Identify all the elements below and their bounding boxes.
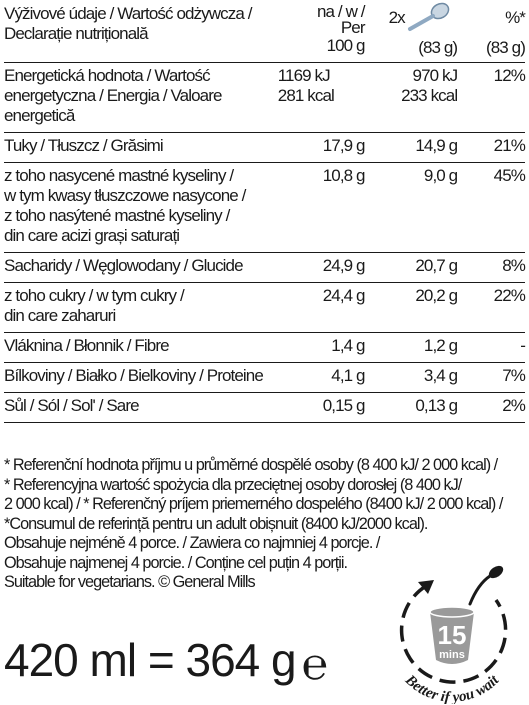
pct-header: %* (83 g) [485,8,525,57]
per100-value: 1169 kJ 281 kcal [274,63,373,133]
per100-value: 4,1 g [274,363,373,393]
pct-value: 22% [463,283,525,333]
pct-value: 12% [463,63,525,133]
pct-value: 7% [463,363,525,393]
svg-text:Better if you wait [401,672,503,704]
portion-value: 20,2 g [373,283,464,333]
portion-header: 2x (83 g) [373,4,464,63]
footnote-line: * Referencyjna wartość spożycia dla przeciętnej osoby dorosłej (8 400 kJ/ [4,475,462,494]
portion-value: 1,2 g [373,333,464,363]
per100-value: 17,9 g [274,133,373,163]
net-quantity [4,632,327,693]
table-row [4,163,525,253]
badge-arc-text: Better if you wait [401,672,503,704]
table-row [4,393,525,423]
portion-value: 0,13 g [373,393,464,423]
per100-value: 24,4 g [274,283,373,333]
nutrient-name: Sůl / Sól / Sol' / Sare [4,393,274,423]
per100-value: 0,15 g [274,393,373,423]
footnote-line: * Referenční hodnota příjmu u průměrné dospělé osoby (8 400 kJ/ 2 000 kcal) / [4,456,498,474]
footnote-line: 2 000 kcal) / * Referenčný príjem priemerného dospelého (8400 kJ/ 2 000 kcal) / [4,495,503,513]
nutrient-name: Energetická hodnota / Wartość energetyczna / Energia / Valoare energetică [4,63,274,133]
nutrient-name: Vláknina / Błonnik / Fibre [4,333,274,363]
table-header-row [4,4,525,63]
pct-value: 8% [463,253,525,283]
portion-value: 9,0 g [373,163,464,253]
per100-value: 1,4 g [274,333,373,363]
table-row [4,253,525,283]
footnote-line: *Consumul de referință pentru un adult obișnuit (8400 kJ/2000 kcal). [4,514,428,533]
portion-value: 14,9 g [373,133,464,163]
table-row [4,133,525,163]
table-row [4,63,525,133]
pct-value: 21% [463,133,525,163]
portion-value: 3,4 g [373,363,464,393]
table-row [4,363,525,393]
badge-unit: mins [439,649,465,661]
per100-value: 10,8 g [274,163,373,253]
nutrition-table [4,4,525,423]
portion-value: 970 kJ 233 kcal [373,63,464,133]
per100-value: 24,9 g [274,253,373,283]
portions-line: Obsahuje najmenej 4 porcie. / Conține cel puțin 4 porții. [4,553,348,572]
pct-value: - [463,333,525,363]
volume-weight: 420 ml = 364 g [4,634,296,686]
nutrient-name: z toho nasycené mastné kyseliny / w tym kwasy tłuszczowe nasycone / z toho nasýtené mastné kyseliny / din care acizi grași saturați [4,163,274,253]
pct-value: 45% [463,163,525,253]
portion-value: 20,7 g [373,253,464,283]
table-row [4,333,525,363]
nutrient-name: z toho cukry / w tym cukry / din care zaharuri [4,283,274,333]
badge-number: 15 [437,620,467,650]
nutrient-name: Sacharidy / Węglowodany / Glucide [4,253,274,283]
pct-value: 2% [463,393,525,423]
nutrient-name: Tuky / Tłuszcz / Grăsimi [4,133,274,163]
per100-header: na / w / Per 100 g [317,2,365,55]
vegetarian-line: Suitable for vegetarians. © General Mills [4,573,255,591]
estimated-sign: ℮ [301,640,328,689]
spoon-icon [407,2,451,32]
nutrient-name: Bílkoviny / Białko / Bielkoviny / Proteine [4,363,274,393]
table-row [4,283,525,333]
portions-line: Obsahuje nejméně 4 porce. / Zawiera co najmniej 4 porcje. / [4,534,380,552]
timer-spoon-icon [378,556,526,704]
table-title: Výživové údaje / Wartość odżywcza / Declarație nutrițională [4,4,252,43]
